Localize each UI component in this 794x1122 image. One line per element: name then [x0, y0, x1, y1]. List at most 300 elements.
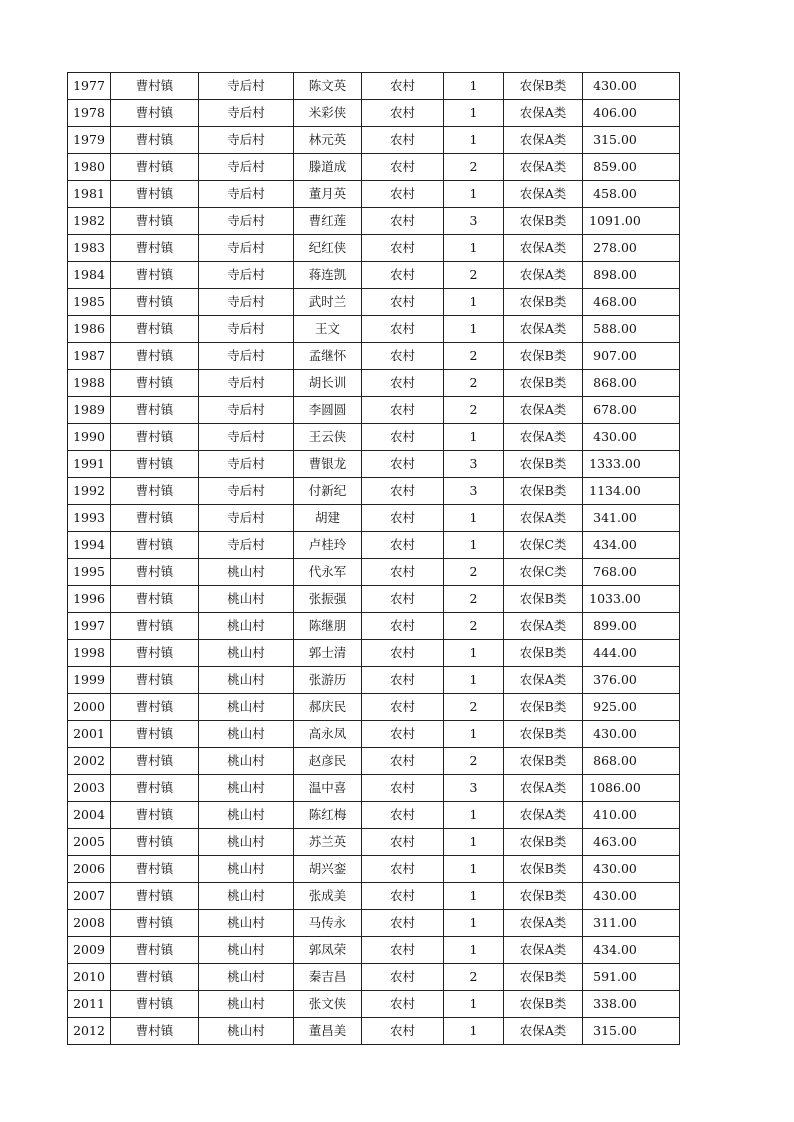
table-row: [68, 397, 680, 424]
table-row: [68, 451, 680, 478]
cell-village: 桃山村: [199, 937, 294, 964]
cell-household-type: 农村: [362, 343, 444, 370]
benefit-ledger-table: [67, 72, 680, 1045]
table-row: [68, 829, 680, 856]
cell-person-count: 1: [444, 100, 504, 127]
cell-insurance-category: 农保A类: [504, 613, 583, 640]
cell-amount: 315.00: [583, 127, 680, 154]
cell-record-number: 1984: [68, 262, 111, 289]
table-row: [68, 559, 680, 586]
table-row: [68, 208, 680, 235]
table-row: [68, 748, 680, 775]
cell-town: 曹村镇: [111, 613, 199, 640]
cell-village: 寺后村: [199, 100, 294, 127]
cell-town: 曹村镇: [111, 829, 199, 856]
cell-insurance-category: 农保A类: [504, 424, 583, 451]
cell-person-name: 胡兴銮: [294, 856, 362, 883]
table-row: [68, 343, 680, 370]
cell-record-number: 1998: [68, 640, 111, 667]
cell-record-number: 2000: [68, 694, 111, 721]
cell-record-number: 1991: [68, 451, 111, 478]
cell-household-type: 农村: [362, 451, 444, 478]
table-row: [68, 613, 680, 640]
cell-person-name: 林元英: [294, 127, 362, 154]
cell-amount: 430.00: [583, 856, 680, 883]
cell-person-name: 滕道成: [294, 154, 362, 181]
cell-village: 桃山村: [199, 991, 294, 1018]
cell-household-type: 农村: [362, 73, 444, 100]
table-row: [68, 883, 680, 910]
cell-person-count: 1: [444, 667, 504, 694]
cell-town: 曹村镇: [111, 262, 199, 289]
table-row: [68, 505, 680, 532]
table-row: [68, 802, 680, 829]
cell-village: 寺后村: [199, 451, 294, 478]
cell-town: 曹村镇: [111, 559, 199, 586]
cell-record-number: 2012: [68, 1018, 111, 1045]
cell-person-name: 王云侠: [294, 424, 362, 451]
cell-household-type: 农村: [362, 208, 444, 235]
cell-village: 桃山村: [199, 667, 294, 694]
cell-insurance-category: 农保C类: [504, 559, 583, 586]
cell-amount: 1134.00: [583, 478, 680, 505]
table-row: [68, 478, 680, 505]
cell-town: 曹村镇: [111, 856, 199, 883]
cell-amount: 588.00: [583, 316, 680, 343]
cell-person-name: 曹银龙: [294, 451, 362, 478]
cell-village: 桃山村: [199, 829, 294, 856]
cell-person-count: 2: [444, 262, 504, 289]
cell-amount: 591.00: [583, 964, 680, 991]
cell-insurance-category: 农保A类: [504, 910, 583, 937]
cell-record-number: 2002: [68, 748, 111, 775]
cell-amount: 468.00: [583, 289, 680, 316]
cell-person-count: 1: [444, 505, 504, 532]
cell-record-number: 1997: [68, 613, 111, 640]
cell-town: 曹村镇: [111, 100, 199, 127]
cell-insurance-category: 农保C类: [504, 532, 583, 559]
cell-person-count: 3: [444, 775, 504, 802]
cell-insurance-category: 农保B类: [504, 451, 583, 478]
cell-person-name: 郭凤荣: [294, 937, 362, 964]
table-row: [68, 289, 680, 316]
cell-town: 曹村镇: [111, 1018, 199, 1045]
cell-town: 曹村镇: [111, 181, 199, 208]
cell-person-name: 张振强: [294, 586, 362, 613]
cell-insurance-category: 农保B类: [504, 721, 583, 748]
cell-person-count: 2: [444, 343, 504, 370]
ledger-body: [68, 73, 680, 1045]
cell-village: 寺后村: [199, 235, 294, 262]
cell-amount: 430.00: [583, 721, 680, 748]
table-row: [68, 154, 680, 181]
cell-person-name: 张成美: [294, 883, 362, 910]
cell-village: 桃山村: [199, 613, 294, 640]
cell-town: 曹村镇: [111, 667, 199, 694]
cell-record-number: 1999: [68, 667, 111, 694]
cell-insurance-category: 农保B类: [504, 478, 583, 505]
cell-record-number: 2004: [68, 802, 111, 829]
cell-household-type: 农村: [362, 640, 444, 667]
cell-person-count: 2: [444, 694, 504, 721]
cell-amount: 898.00: [583, 262, 680, 289]
cell-person-name: 董昌美: [294, 1018, 362, 1045]
cell-household-type: 农村: [362, 802, 444, 829]
cell-person-count: 1: [444, 937, 504, 964]
cell-household-type: 农村: [362, 613, 444, 640]
cell-insurance-category: 农保B类: [504, 73, 583, 100]
cell-household-type: 农村: [362, 883, 444, 910]
cell-person-name: 陈继朋: [294, 613, 362, 640]
cell-amount: 463.00: [583, 829, 680, 856]
cell-village: 寺后村: [199, 208, 294, 235]
cell-household-type: 农村: [362, 559, 444, 586]
cell-household-type: 农村: [362, 181, 444, 208]
cell-person-name: 武时兰: [294, 289, 362, 316]
cell-person-count: 1: [444, 856, 504, 883]
cell-village: 桃山村: [199, 856, 294, 883]
cell-town: 曹村镇: [111, 208, 199, 235]
cell-record-number: 1989: [68, 397, 111, 424]
cell-record-number: 2010: [68, 964, 111, 991]
cell-person-name: 马传永: [294, 910, 362, 937]
cell-record-number: 1992: [68, 478, 111, 505]
cell-insurance-category: 农保A类: [504, 100, 583, 127]
cell-record-number: 1980: [68, 154, 111, 181]
cell-insurance-category: 农保B类: [504, 748, 583, 775]
cell-insurance-category: 农保A类: [504, 397, 583, 424]
cell-amount: 768.00: [583, 559, 680, 586]
cell-household-type: 农村: [362, 397, 444, 424]
cell-insurance-category: 农保A类: [504, 505, 583, 532]
cell-person-count: 1: [444, 640, 504, 667]
cell-record-number: 1994: [68, 532, 111, 559]
cell-person-count: 1: [444, 73, 504, 100]
cell-town: 曹村镇: [111, 991, 199, 1018]
cell-amount: 410.00: [583, 802, 680, 829]
cell-household-type: 农村: [362, 127, 444, 154]
cell-insurance-category: 农保B类: [504, 289, 583, 316]
cell-amount: 434.00: [583, 937, 680, 964]
cell-town: 曹村镇: [111, 694, 199, 721]
table-row: [68, 100, 680, 127]
table-row: [68, 73, 680, 100]
cell-person-count: 1: [444, 910, 504, 937]
cell-insurance-category: 农保A类: [504, 1018, 583, 1045]
cell-person-count: 2: [444, 964, 504, 991]
cell-person-name: 米彩侠: [294, 100, 362, 127]
cell-insurance-category: 农保B类: [504, 829, 583, 856]
table-row: [68, 856, 680, 883]
table-row: [68, 721, 680, 748]
cell-household-type: 农村: [362, 100, 444, 127]
cell-village: 寺后村: [199, 127, 294, 154]
cell-village: 桃山村: [199, 586, 294, 613]
cell-town: 曹村镇: [111, 532, 199, 559]
cell-record-number: 1987: [68, 343, 111, 370]
cell-household-type: 农村: [362, 154, 444, 181]
table-row: [68, 937, 680, 964]
cell-person-name: 王文: [294, 316, 362, 343]
cell-person-name: 陈红梅: [294, 802, 362, 829]
cell-record-number: 1981: [68, 181, 111, 208]
cell-village: 桃山村: [199, 559, 294, 586]
cell-town: 曹村镇: [111, 73, 199, 100]
cell-person-name: 曹红莲: [294, 208, 362, 235]
cell-person-count: 1: [444, 424, 504, 451]
cell-person-count: 1: [444, 532, 504, 559]
cell-amount: 1033.00: [583, 586, 680, 613]
cell-town: 曹村镇: [111, 505, 199, 532]
cell-record-number: 1995: [68, 559, 111, 586]
cell-amount: 444.00: [583, 640, 680, 667]
cell-person-name: 蒋连凯: [294, 262, 362, 289]
cell-household-type: 农村: [362, 910, 444, 937]
cell-person-name: 胡建: [294, 505, 362, 532]
cell-village: 桃山村: [199, 748, 294, 775]
cell-town: 曹村镇: [111, 397, 199, 424]
cell-household-type: 农村: [362, 289, 444, 316]
cell-village: 桃山村: [199, 883, 294, 910]
cell-town: 曹村镇: [111, 127, 199, 154]
cell-town: 曹村镇: [111, 424, 199, 451]
cell-person-count: 1: [444, 829, 504, 856]
cell-village: 寺后村: [199, 289, 294, 316]
cell-person-name: 苏兰英: [294, 829, 362, 856]
cell-town: 曹村镇: [111, 316, 199, 343]
cell-insurance-category: 农保B类: [504, 343, 583, 370]
cell-town: 曹村镇: [111, 910, 199, 937]
cell-town: 曹村镇: [111, 343, 199, 370]
cell-person-count: 2: [444, 397, 504, 424]
cell-amount: 1091.00: [583, 208, 680, 235]
cell-person-count: 3: [444, 451, 504, 478]
cell-person-count: 3: [444, 478, 504, 505]
cell-town: 曹村镇: [111, 640, 199, 667]
cell-insurance-category: 农保A类: [504, 667, 583, 694]
cell-amount: 311.00: [583, 910, 680, 937]
cell-person-name: 温中喜: [294, 775, 362, 802]
cell-town: 曹村镇: [111, 451, 199, 478]
cell-insurance-category: 农保A类: [504, 181, 583, 208]
cell-record-number: 1979: [68, 127, 111, 154]
cell-household-type: 农村: [362, 424, 444, 451]
cell-person-name: 代永军: [294, 559, 362, 586]
cell-insurance-category: 农保A类: [504, 127, 583, 154]
cell-village: 寺后村: [199, 73, 294, 100]
cell-person-count: 1: [444, 289, 504, 316]
cell-village: 桃山村: [199, 721, 294, 748]
cell-village: 桃山村: [199, 964, 294, 991]
cell-town: 曹村镇: [111, 370, 199, 397]
cell-record-number: 1988: [68, 370, 111, 397]
cell-record-number: 2001: [68, 721, 111, 748]
cell-town: 曹村镇: [111, 802, 199, 829]
cell-amount: 925.00: [583, 694, 680, 721]
cell-record-number: 1986: [68, 316, 111, 343]
cell-insurance-category: 农保A类: [504, 937, 583, 964]
cell-insurance-category: 农保A类: [504, 154, 583, 181]
cell-person-name: 张游历: [294, 667, 362, 694]
table-row: [68, 181, 680, 208]
cell-amount: 1333.00: [583, 451, 680, 478]
cell-insurance-category: 农保B类: [504, 856, 583, 883]
cell-person-name: 孟继怀: [294, 343, 362, 370]
cell-record-number: 1983: [68, 235, 111, 262]
cell-town: 曹村镇: [111, 289, 199, 316]
cell-village: 桃山村: [199, 694, 294, 721]
cell-amount: 458.00: [583, 181, 680, 208]
cell-record-number: 2006: [68, 856, 111, 883]
cell-record-number: 2003: [68, 775, 111, 802]
cell-person-count: 2: [444, 559, 504, 586]
cell-village: 寺后村: [199, 478, 294, 505]
cell-household-type: 农村: [362, 694, 444, 721]
cell-person-count: 1: [444, 883, 504, 910]
cell-person-count: 1: [444, 721, 504, 748]
cell-household-type: 农村: [362, 856, 444, 883]
table-row: [68, 586, 680, 613]
cell-insurance-category: 农保B类: [504, 991, 583, 1018]
cell-insurance-category: 农保A类: [504, 262, 583, 289]
cell-household-type: 农村: [362, 937, 444, 964]
cell-amount: 430.00: [583, 883, 680, 910]
cell-town: 曹村镇: [111, 937, 199, 964]
cell-insurance-category: 农保B类: [504, 208, 583, 235]
cell-insurance-category: 农保A类: [504, 802, 583, 829]
cell-household-type: 农村: [362, 667, 444, 694]
cell-person-name: 秦吉昌: [294, 964, 362, 991]
cell-insurance-category: 农保A类: [504, 235, 583, 262]
cell-household-type: 农村: [362, 1018, 444, 1045]
cell-amount: 907.00: [583, 343, 680, 370]
cell-insurance-category: 农保B类: [504, 370, 583, 397]
cell-insurance-category: 农保B类: [504, 694, 583, 721]
cell-town: 曹村镇: [111, 235, 199, 262]
cell-household-type: 农村: [362, 262, 444, 289]
table-row: [68, 424, 680, 451]
cell-amount: 338.00: [583, 991, 680, 1018]
cell-record-number: 2007: [68, 883, 111, 910]
cell-insurance-category: 农保A类: [504, 775, 583, 802]
cell-person-count: 1: [444, 1018, 504, 1045]
table-row: [68, 964, 680, 991]
table-row: [68, 262, 680, 289]
cell-household-type: 农村: [362, 964, 444, 991]
cell-village: 寺后村: [199, 181, 294, 208]
table-row: [68, 910, 680, 937]
cell-person-count: 3: [444, 208, 504, 235]
table-row: [68, 127, 680, 154]
table-row: [68, 991, 680, 1018]
cell-record-number: 2009: [68, 937, 111, 964]
cell-amount: 430.00: [583, 424, 680, 451]
cell-household-type: 农村: [362, 505, 444, 532]
cell-household-type: 农村: [362, 586, 444, 613]
cell-town: 曹村镇: [111, 748, 199, 775]
cell-insurance-category: 农保B类: [504, 640, 583, 667]
cell-person-count: 2: [444, 748, 504, 775]
cell-person-count: 1: [444, 181, 504, 208]
cell-record-number: 1982: [68, 208, 111, 235]
cell-village: 寺后村: [199, 154, 294, 181]
cell-village: 桃山村: [199, 910, 294, 937]
cell-person-name: 张文侠: [294, 991, 362, 1018]
cell-person-name: 李圆圆: [294, 397, 362, 424]
table-row: [68, 316, 680, 343]
cell-record-number: 1993: [68, 505, 111, 532]
cell-insurance-category: 农保A类: [504, 316, 583, 343]
cell-village: 桃山村: [199, 802, 294, 829]
cell-town: 曹村镇: [111, 775, 199, 802]
cell-town: 曹村镇: [111, 586, 199, 613]
cell-insurance-category: 农保B类: [504, 964, 583, 991]
cell-amount: 430.00: [583, 73, 680, 100]
table-row: [68, 667, 680, 694]
cell-person-name: 付新纪: [294, 478, 362, 505]
cell-person-name: 陈文英: [294, 73, 362, 100]
cell-household-type: 农村: [362, 235, 444, 262]
cell-person-count: 2: [444, 154, 504, 181]
cell-record-number: 2008: [68, 910, 111, 937]
cell-person-name: 卢桂玲: [294, 532, 362, 559]
cell-person-count: 1: [444, 235, 504, 262]
table-row: [68, 532, 680, 559]
cell-household-type: 农村: [362, 532, 444, 559]
cell-record-number: 1977: [68, 73, 111, 100]
cell-household-type: 农村: [362, 829, 444, 856]
cell-town: 曹村镇: [111, 478, 199, 505]
cell-village: 桃山村: [199, 1018, 294, 1045]
cell-household-type: 农村: [362, 991, 444, 1018]
cell-person-name: 高永凤: [294, 721, 362, 748]
table-row: [68, 640, 680, 667]
cell-village: 桃山村: [199, 640, 294, 667]
cell-village: 寺后村: [199, 262, 294, 289]
cell-amount: 315.00: [583, 1018, 680, 1045]
cell-village: 寺后村: [199, 370, 294, 397]
cell-village: 寺后村: [199, 505, 294, 532]
cell-amount: 678.00: [583, 397, 680, 424]
cell-town: 曹村镇: [111, 883, 199, 910]
cell-person-name: 胡长训: [294, 370, 362, 397]
cell-amount: 341.00: [583, 505, 680, 532]
cell-person-count: 1: [444, 991, 504, 1018]
cell-household-type: 农村: [362, 775, 444, 802]
cell-person-name: 董月英: [294, 181, 362, 208]
cell-amount: 899.00: [583, 613, 680, 640]
cell-town: 曹村镇: [111, 721, 199, 748]
cell-village: 寺后村: [199, 424, 294, 451]
cell-person-count: 1: [444, 316, 504, 343]
cell-household-type: 农村: [362, 370, 444, 397]
cell-record-number: 2011: [68, 991, 111, 1018]
cell-amount: 868.00: [583, 748, 680, 775]
cell-amount: 376.00: [583, 667, 680, 694]
cell-amount: 859.00: [583, 154, 680, 181]
cell-village: 寺后村: [199, 343, 294, 370]
cell-village: 寺后村: [199, 316, 294, 343]
cell-person-count: 2: [444, 613, 504, 640]
cell-village: 寺后村: [199, 397, 294, 424]
table-row: [68, 370, 680, 397]
cell-insurance-category: 农保B类: [504, 586, 583, 613]
cell-person-name: 纪红侠: [294, 235, 362, 262]
cell-record-number: 1990: [68, 424, 111, 451]
cell-household-type: 农村: [362, 316, 444, 343]
table-row: [68, 1018, 680, 1045]
cell-person-count: 2: [444, 586, 504, 613]
